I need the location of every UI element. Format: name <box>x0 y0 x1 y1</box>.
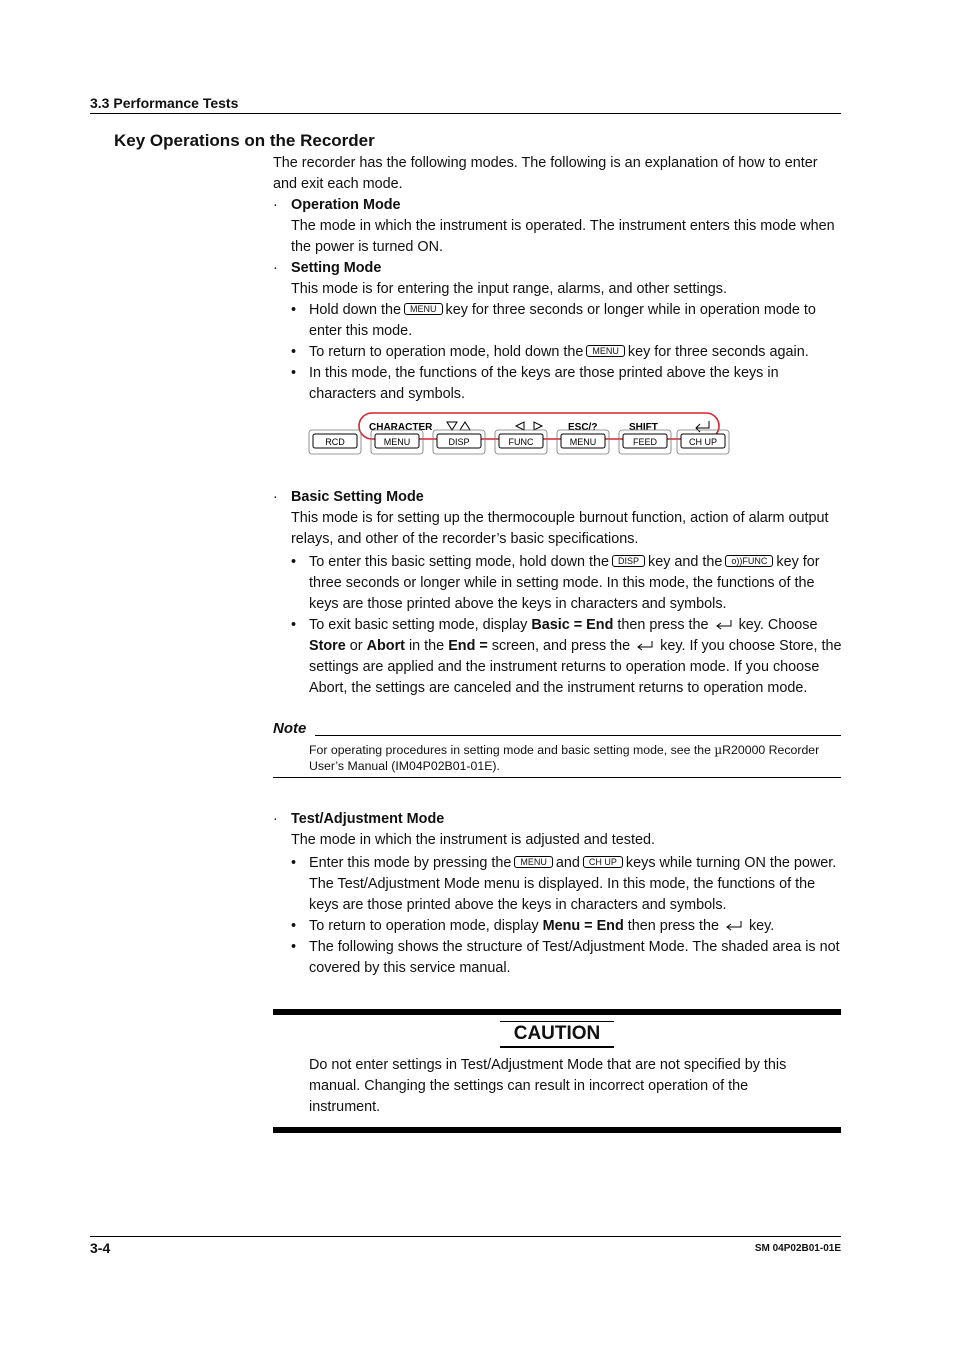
ch-up-key-label: CH UP <box>688 437 718 447</box>
test-mode-bullet: • The following shows the structure of Test/Adjustment Mode. The shaded area is not covered by this service manual. <box>291 939 840 976</box>
basic-mode-bullet: • To exit basic setting mode, display Basic = End then press the key. Choose Store or Abort in the End = screen, and press the key. If you choose Store, the settings are applied and the instrument returns to operation mode. If you choose Abort, the settings are canceled and the instrument returns to operation mode. <box>291 617 842 696</box>
caution-bottom-bar <box>273 1127 841 1133</box>
keyboard-diagram <box>307 409 747 473</box>
left-right-arrow-icon <box>516 422 542 430</box>
enter-key-icon <box>634 639 656 651</box>
bullet-icon: · <box>273 260 278 276</box>
alarm-menu-key-label: MENU <box>569 437 597 447</box>
footer-rule <box>90 1236 841 1237</box>
bullet-icon: · <box>273 489 278 505</box>
bullet-icon: · <box>273 197 278 213</box>
label-esc: ESC/? <box>568 422 598 433</box>
ch-up-key-icon: CH UP <box>583 856 623 868</box>
bullet-icon: • <box>291 554 297 570</box>
caution-text: Do not enter settings in Test/Adjustment Mode that are not specified by this manual. Changing the settings can result in incorrect operation of the instrument. <box>309 1057 787 1115</box>
test-mode-bullet: • Enter this mode by pressing the MENU and CH UP keys while turning ON the power. The Test/Adjustment Mode menu is displayed. In this mode, the functions of the keys are those printed above the keys in characters and symbols. <box>291 855 837 913</box>
document-id: SM 04P02B01-01E <box>754 1243 841 1254</box>
intro-text: The recorder has the following modes. The following is an explanation of how to enter and exit each mode. <box>273 155 818 192</box>
label-character: CHARACTER <box>369 422 433 433</box>
test-mode-item <box>273 809 843 830</box>
func-key-label: FUNC <box>508 437 534 447</box>
bullet-icon: • <box>291 365 297 381</box>
rcd-key-label: RCD <box>325 437 345 447</box>
enter-key-icon <box>713 618 735 630</box>
bullet-icon: • <box>291 302 297 318</box>
note-box <box>273 720 841 773</box>
bullet-icon: • <box>291 344 297 360</box>
setting-mode-title: Setting Mode <box>291 260 382 276</box>
bullet-icon: · <box>273 811 278 827</box>
disp-key-label: DISP <box>448 437 470 447</box>
setting-mode-item <box>273 258 843 279</box>
operation-mode-text: The mode in which the instrument is operated. The instrument enters this mode when the power is turned ON. <box>291 218 835 255</box>
operation-mode-item <box>273 195 843 216</box>
setting-mode-bullet: • In this mode, the functions of the keys are those printed above the keys in characters and symbols. <box>291 365 779 402</box>
basic-mode-bullet: • To enter this basic setting mode, hold down the DISP key and the o))FUNC key for three seconds or longer while in setting mode. In this mode, the functions of the keys are those printed above the keys in characters and symbols. <box>291 554 820 612</box>
note-title: Note <box>273 720 307 737</box>
setting-mode-bullet: • To return to operation mode, hold down the MENU key for three seconds again. <box>273 342 843 363</box>
caution-title: CAUTION <box>500 1021 614 1048</box>
menu-key-icon: MENU <box>586 345 625 357</box>
bullet-icon: • <box>291 939 297 955</box>
label-shift: SHIFT <box>629 422 658 433</box>
body-content <box>273 153 843 699</box>
operation-mode-title: Operation Mode <box>291 197 401 213</box>
basic-mode-text: This mode is for setting up the thermocouple burnout function, action of alarm output relays, and other of the recorder’s basic specifications. <box>291 510 829 547</box>
enter-key-icon <box>723 919 745 931</box>
caution-top-bar <box>273 1009 841 1015</box>
key-row <box>309 430 729 454</box>
note-text: For operating procedures in setting mode and basic setting mode, see the µR20000 Recorder User’s Manual (IM04P02B01-01E). <box>309 743 820 773</box>
section-title: Key Operations on the Recorder <box>114 131 375 150</box>
keyboard-svg <box>307 409 747 473</box>
menu-key-icon: MENU <box>404 303 443 315</box>
note-bottom-rule <box>273 777 841 778</box>
basic-mode-item <box>273 487 843 508</box>
bullet-icon: • <box>291 855 297 871</box>
bullet-icon: • <box>291 617 297 633</box>
setting-mode-bullet: • Hold down the MENU key for three seconds or longer while in operation mode to enter this mode. <box>291 302 816 339</box>
test-mode-title: Test/Adjustment Mode <box>291 811 445 827</box>
running-header: 3.3 Performance Tests <box>90 95 239 111</box>
menu-key-label: MENU <box>383 437 411 447</box>
setting-mode-text: This mode is for entering the input range, alarms, and other settings. <box>291 281 727 297</box>
feed-key-label: FEED <box>632 437 658 447</box>
disp-key-icon: DISP <box>612 555 645 567</box>
test-mode-bullet: • To return to operation mode, display Menu = End then press the key. <box>273 916 843 937</box>
header-rule <box>90 113 841 114</box>
bullet-icon: • <box>291 918 297 934</box>
page-number: 3-4 <box>90 1240 111 1256</box>
up-down-arrow-icon <box>447 422 470 430</box>
test-mode-text: The mode in which the instrument is adjusted and tested. <box>291 832 655 848</box>
menu-key-icon: MENU <box>514 856 553 868</box>
test-mode-section <box>273 809 843 979</box>
func-key-icon: o))FUNC <box>725 555 773 567</box>
note-rule <box>315 735 841 736</box>
basic-mode-title: Basic Setting Mode <box>291 489 424 505</box>
